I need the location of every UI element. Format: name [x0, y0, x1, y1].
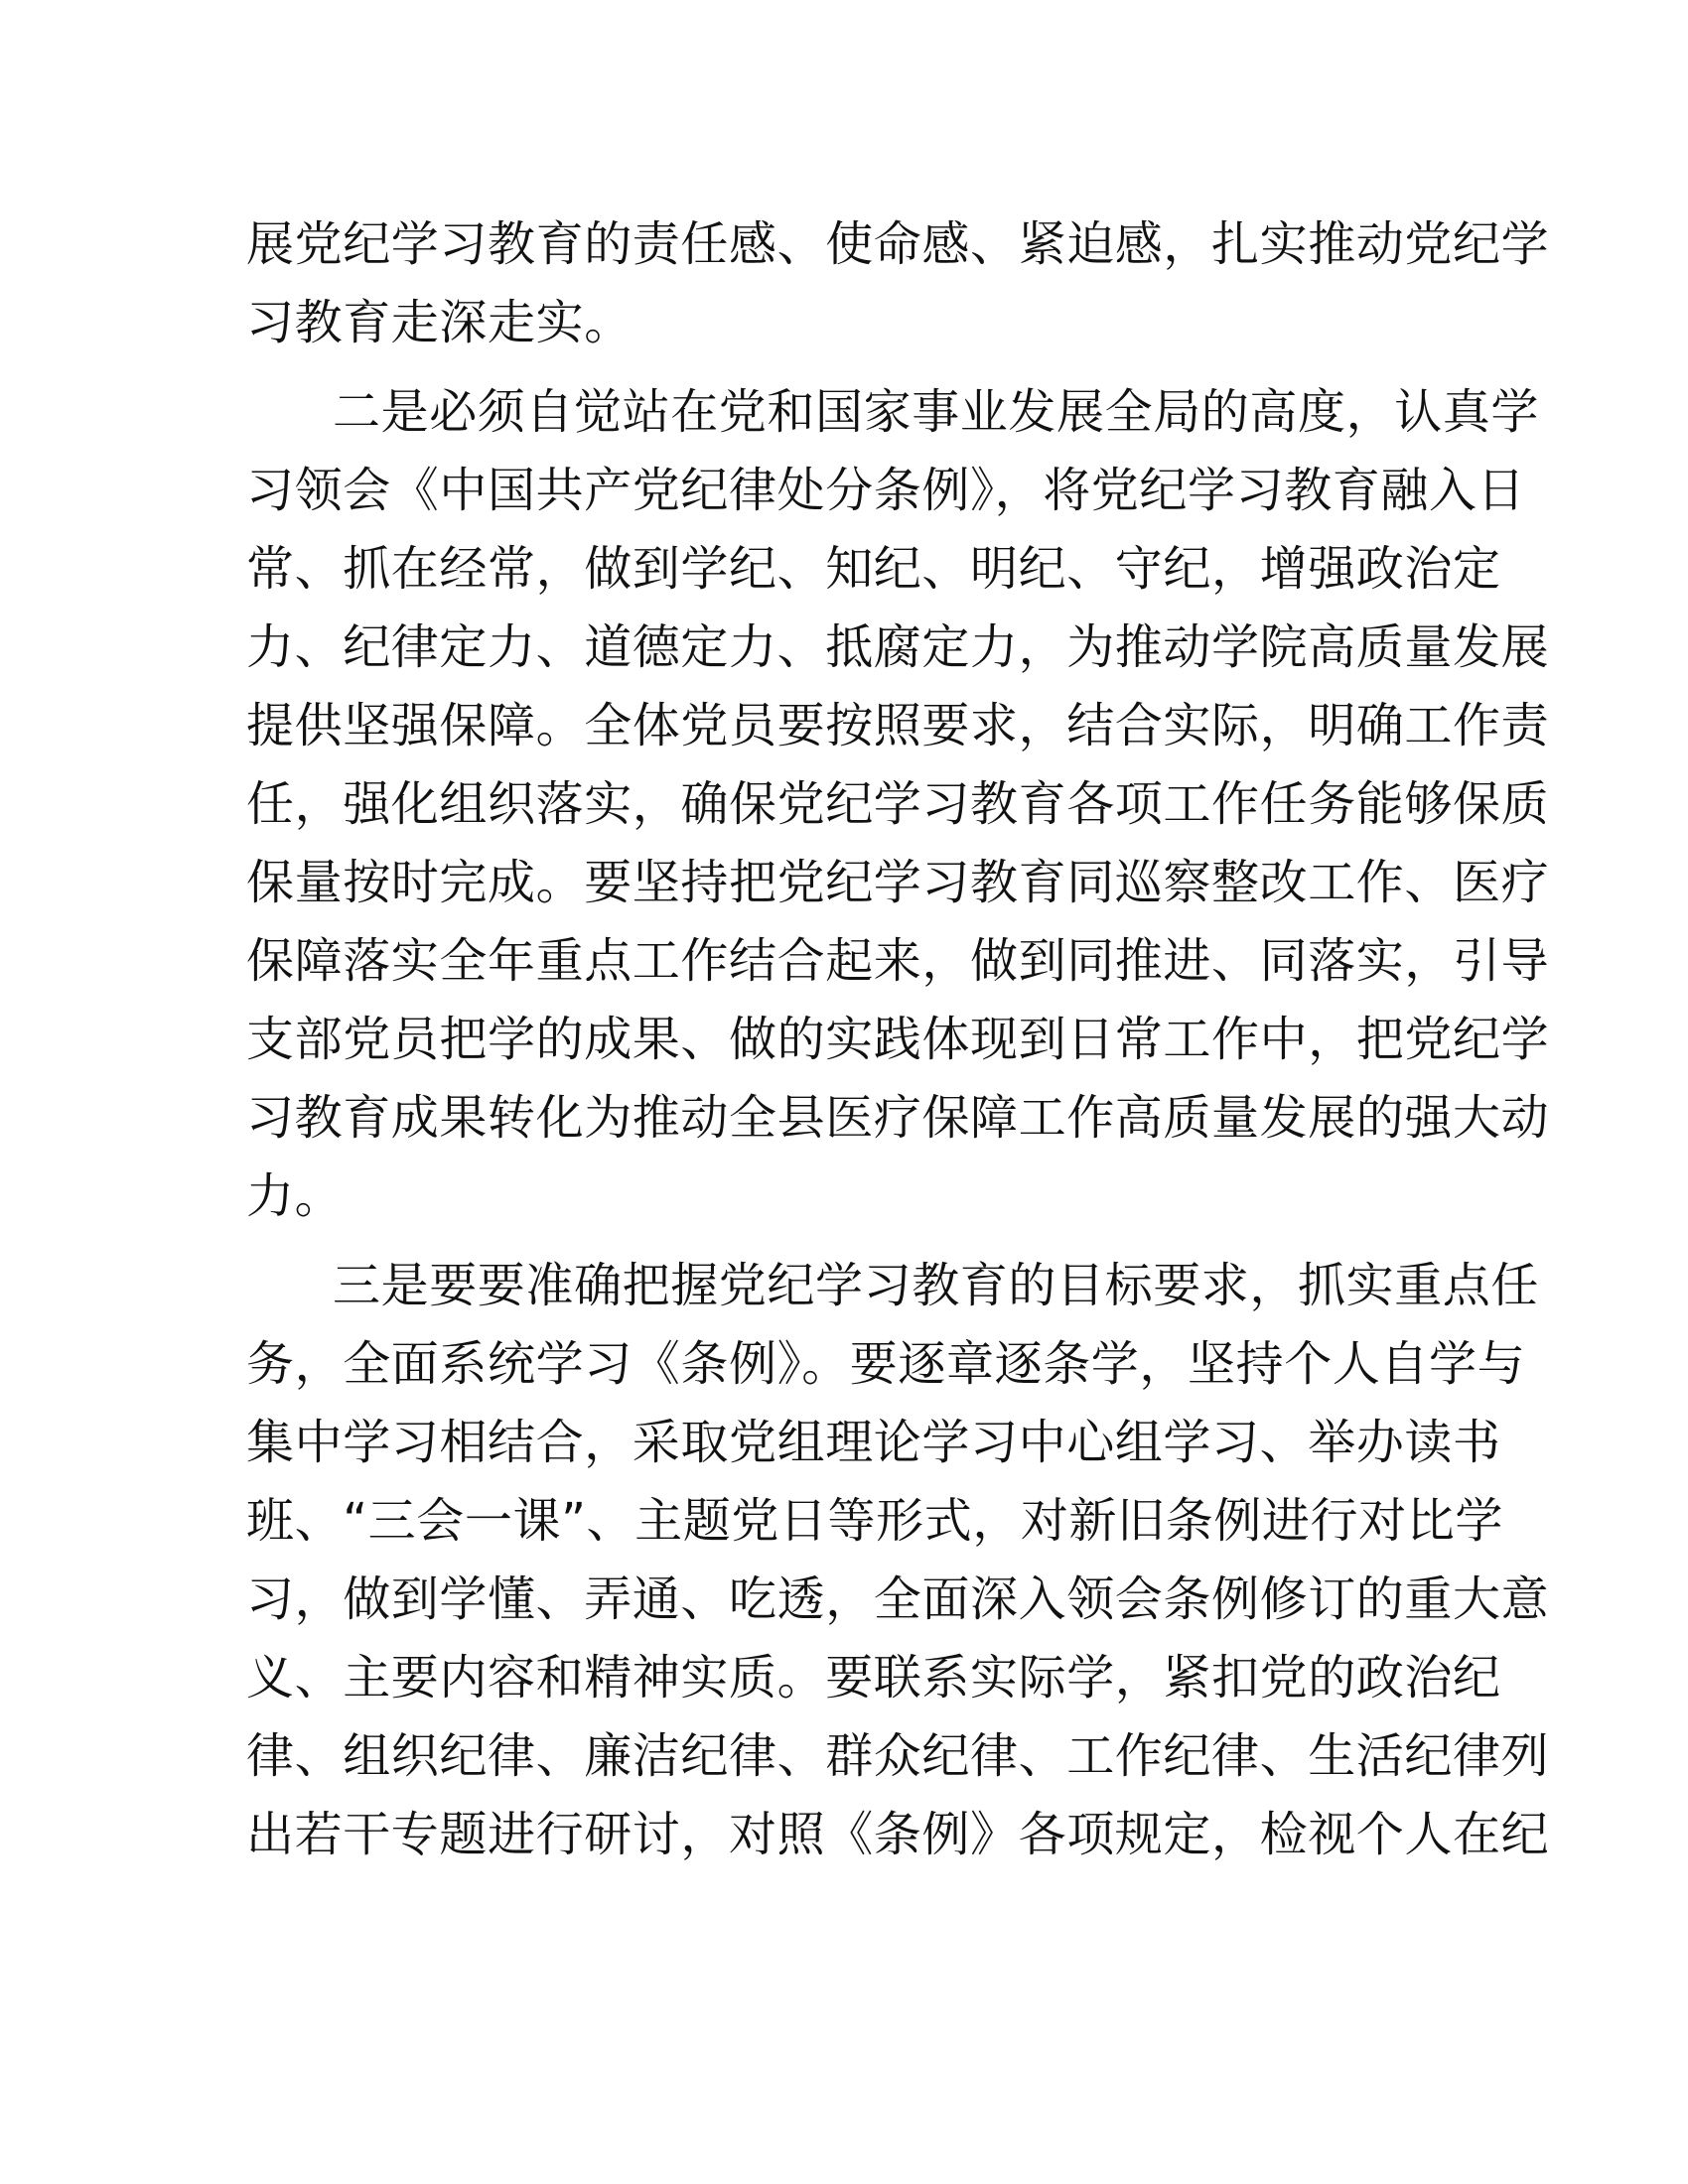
text-line-13: 力。 — [246, 1168, 344, 1224]
text-line-5: 常、抓在经常，做到学纪、知纪、明纪、守纪，增强政治定 — [246, 541, 1501, 597]
paragraph-3-line-1: 三是要要准确把握党纪学习教育的目标要求，抓实重点任 — [333, 1258, 1540, 1313]
text-line-7: 提供坚强保障。全体党员要按照要求，结合实际，明确工作责 — [246, 698, 1550, 753]
text-line-11: 支部党员把学的成果、做的实践体现到日常工作中，把党纪学 — [246, 1012, 1550, 1067]
text-line-17: 班、“三会一课”、主题党日等形式，对新旧条例进行对比学 — [246, 1493, 1503, 1549]
text-line-4: 习领会《中国共产党纪律处分条例》，将党纪学习教育融入日 — [246, 463, 1526, 518]
text-line-9: 保量按时完成。要坚持把党纪学习教育同巡察整改工作、医疗 — [246, 855, 1550, 910]
text-line-12: 习教育成果转化为推动全县医疗保障工作高质量发展的强大动 — [246, 1090, 1550, 1146]
text-line-16: 集中学习相结合，采取党组理论学习中心组学习、举办读书 — [246, 1415, 1501, 1470]
text-line-2: 习教育走深走实。 — [246, 295, 633, 350]
text-line-18: 习，做到学懂、弄通、吃透，全面深入领会条例修订的重大意 — [246, 1571, 1550, 1627]
text-line-15: 务，全面系统学习《条例》。要逐章逐条学，坚持个人自学与 — [246, 1336, 1526, 1392]
paragraph-2-line-1: 二是必须自觉站在党和国家事业发展全局的高度，认真学 — [333, 384, 1540, 440]
text-line-6: 力、纪律定力、道德定力、抵腐定力，为推动学院高质量发展 — [246, 619, 1550, 675]
text-line-19: 义、主要内容和精神实质。要联系实际学，紧扣党的政治纪 — [246, 1650, 1501, 1706]
text-line-10: 保障落实全年重点工作结合起来，做到同推进、同落实，引导 — [246, 933, 1550, 989]
text-line-8: 任，强化组织落实，确保党纪学习教育各项工作任务能够保质 — [246, 776, 1550, 832]
text-line-20: 律、组织纪律、廉洁纪律、群众纪律、工作纪律、生活纪律列 — [246, 1728, 1550, 1784]
text-line-1: 展党纪学习教育的责任感、使命感、紧迫感，扎实推动党纪学 — [246, 216, 1550, 272]
text-line-21: 出若干专题进行研讨，对照《条例》各项规定，检视个人在纪 — [246, 1807, 1550, 1862]
